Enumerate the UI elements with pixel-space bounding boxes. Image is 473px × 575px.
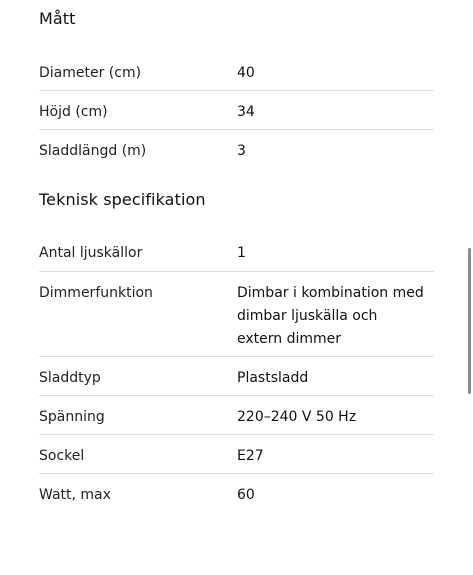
- spec-label: Diameter (cm): [39, 65, 142, 81]
- section-title-technical-specification: Teknisk specifikation: [39, 190, 206, 209]
- technical-specification-table: [39, 232, 434, 513]
- spec-label: Höjd (cm): [39, 104, 108, 120]
- spec-value: 1: [237, 245, 246, 261]
- dimensions-table: [39, 52, 434, 169]
- spec-row-watt-max: [39, 474, 434, 513]
- spec-row-voltage: [39, 396, 434, 435]
- spec-row-height: [39, 91, 434, 130]
- spec-value: 3: [237, 143, 246, 159]
- spec-label: Sladdtyp: [39, 370, 101, 386]
- spec-label: Sockel: [39, 448, 85, 464]
- spec-value: Dimbar i kombination med dimbar ljuskälla och extern dimmer: [237, 285, 424, 347]
- spec-label: Antal ljuskällor: [39, 245, 143, 261]
- spec-value: 60: [237, 487, 255, 503]
- spec-value: 40: [237, 65, 255, 81]
- spec-value: 220–240 V 50 Hz: [237, 409, 357, 425]
- section-title-matt: Mått: [39, 9, 76, 28]
- spec-label: Dimmerfunktion: [39, 285, 153, 301]
- spec-row-dimmer-function: [39, 272, 434, 357]
- spec-row-diameter: [39, 52, 434, 91]
- spec-row-cord-type: [39, 357, 434, 396]
- vertical-scrollbar[interactable]: [468, 248, 471, 394]
- spec-value: 34: [237, 104, 255, 120]
- spec-label: Watt, max: [39, 487, 111, 503]
- spec-row-light-sources: [39, 232, 434, 272]
- spec-row-socket: [39, 435, 434, 474]
- spec-label: Sladdlängd (m): [39, 143, 147, 159]
- spec-value: E27: [237, 448, 264, 464]
- spec-row-cord-length: [39, 130, 434, 169]
- spec-label: Spänning: [39, 409, 105, 425]
- spec-value: Plastsladd: [237, 370, 309, 386]
